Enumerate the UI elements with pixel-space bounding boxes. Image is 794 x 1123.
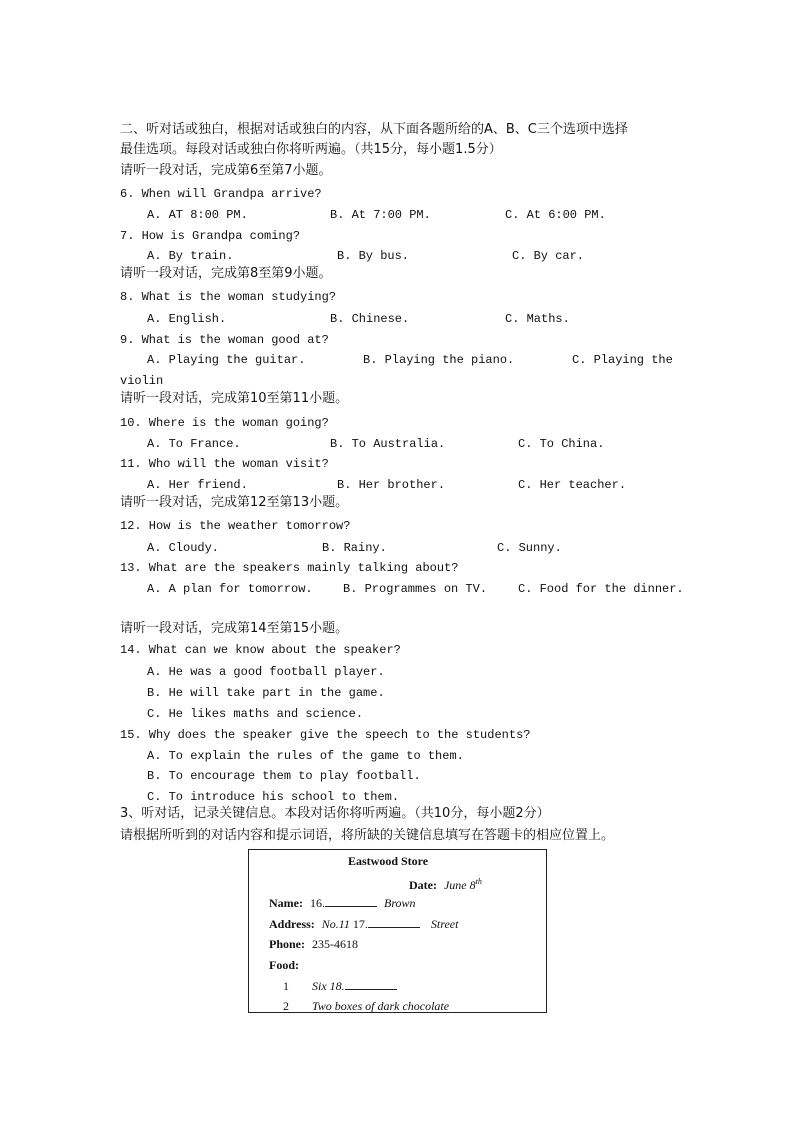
group-6-7-instruction: 请听一段对话，完成第6至第7小题。 bbox=[120, 163, 332, 178]
question-11: 11. Who will the woman visit? bbox=[120, 457, 329, 471]
q6-option-c: C. At 6:00 PM. bbox=[505, 208, 606, 222]
question-7: 7. How is Grandpa coming? bbox=[120, 229, 301, 243]
question-12: 12. How is the weather tomorrow? bbox=[120, 519, 351, 533]
food-item-1-text: Six 18. bbox=[312, 979, 345, 993]
form-phone-row bbox=[269, 936, 358, 952]
phone-label: Phone: bbox=[269, 937, 305, 951]
group-10-11-instruction: 请听一段对话，完成第10至第11小题。 bbox=[120, 391, 349, 406]
q13-option-c: C. Food for the dinner. bbox=[518, 582, 684, 596]
phone-value: 235-4618 bbox=[312, 937, 358, 951]
address-suffix: Street bbox=[430, 917, 459, 931]
q15-option-c: C. To introduce his school to them. bbox=[147, 790, 400, 804]
q9-option-b: B. Playing the piano. bbox=[363, 353, 515, 367]
form-title: Eastwood Store bbox=[348, 854, 429, 868]
name-blank[interactable] bbox=[325, 895, 377, 907]
q7-option-a: A. By train. bbox=[147, 249, 234, 263]
q9-option-c: C. Playing the bbox=[572, 353, 673, 367]
section2-heading-line1: 二、听对话或独白，根据对话或独白的内容，从下面各题所给的A、B、C三个选项中选择 bbox=[120, 122, 628, 137]
food-item-2-text: Two boxes of dark chocolate bbox=[312, 999, 450, 1013]
q14-option-c: C. He likes maths and science. bbox=[147, 707, 364, 721]
q8-option-c: C. Maths. bbox=[505, 312, 570, 326]
q9-option-c-wrap: violin bbox=[120, 374, 164, 388]
q15-option-a: A. To explain the rules of the game to them. bbox=[147, 749, 464, 763]
food-item-2 bbox=[283, 998, 449, 1014]
q11-option-c: C. Her teacher. bbox=[518, 478, 627, 492]
food-item-1-number: 1 bbox=[283, 979, 289, 993]
name-label: Name: bbox=[269, 896, 303, 910]
date-value: June 8 bbox=[443, 878, 476, 892]
form-name-row bbox=[269, 895, 416, 911]
q13-option-a: A. A plan for tomorrow. bbox=[147, 582, 313, 596]
form-address-row bbox=[269, 916, 458, 932]
q10-option-a: A. To France. bbox=[147, 437, 241, 451]
q12-option-b: B. Rainy. bbox=[322, 541, 387, 555]
group-12-13-instruction: 请听一段对话，完成第12至第13小题。 bbox=[120, 495, 349, 510]
q12-option-c: C. Sunny. bbox=[497, 541, 562, 555]
address-label: Address: bbox=[269, 917, 315, 931]
food-item-1 bbox=[283, 978, 397, 994]
form-date-row bbox=[409, 874, 482, 893]
question-6: 6. When will Grandpa arrive? bbox=[120, 187, 322, 201]
section2-heading-line2: 最佳选项。每段对话或独白你将听两遍。（共15分，每小题1.5分） bbox=[120, 142, 502, 157]
q6-option-b: B. At 7:00 PM. bbox=[330, 208, 431, 222]
q10-option-c: C. To China. bbox=[518, 437, 605, 451]
q13-option-b: B. Programmes on TV. bbox=[343, 582, 488, 596]
q11-option-a: A. Her friend. bbox=[147, 478, 248, 492]
q8-option-b: B. Chinese. bbox=[330, 312, 410, 326]
q14-option-b: B. He will take part in the game. bbox=[147, 686, 385, 700]
section3-heading-line2: 请根据所听到的对话内容和提示词语，将所缺的关键信息填写在答题卡的相应位置上。 bbox=[120, 828, 615, 843]
group-8-9-instruction: 请听一段对话，完成第8至第9小题。 bbox=[120, 266, 332, 281]
name-value: Brown bbox=[383, 896, 416, 910]
section3-heading-line1: 3、听对话，记录关键信息。本段对话你将听两遍。（共10分，每小题2分） bbox=[120, 806, 550, 821]
q10-option-b: B. To Australia. bbox=[330, 437, 446, 451]
q7-option-b: B. By bus. bbox=[337, 249, 410, 263]
group-14-15-instruction: 请听一段对话，完成第14至第15小题。 bbox=[120, 621, 349, 636]
question-10: 10. Where is the woman going? bbox=[120, 416, 329, 430]
q11-option-b: B. Her brother. bbox=[337, 478, 446, 492]
q7-option-c: C. By car. bbox=[512, 249, 585, 263]
q14-option-a: A. He was a good football player. bbox=[147, 665, 385, 679]
date-suffix: th bbox=[475, 877, 482, 886]
q9-option-a: A. Playing the guitar. bbox=[147, 353, 306, 367]
name-number: 16. bbox=[309, 896, 325, 910]
food-item-2-number: 2 bbox=[283, 999, 289, 1013]
date-label: Date: bbox=[409, 878, 437, 892]
q12-option-a: A. Cloudy. bbox=[147, 541, 220, 555]
q15-option-b: B. To encourage them to play football. bbox=[147, 769, 421, 783]
address-prefix: No.11 bbox=[321, 917, 350, 931]
food-label: Food: bbox=[269, 958, 299, 972]
question-8: 8. What is the woman studying? bbox=[120, 290, 337, 304]
question-15: 15. Why does the speaker give the speech to the students? bbox=[120, 728, 531, 742]
food-blank[interactable] bbox=[345, 978, 397, 990]
eastwood-store-form bbox=[248, 849, 547, 1013]
question-14: 14. What can we know about the speaker? bbox=[120, 643, 401, 657]
q8-option-a: A. English. bbox=[147, 312, 227, 326]
question-13: 13. What are the speakers mainly talking about? bbox=[120, 561, 459, 575]
q6-option-a: A. AT 8:00 PM. bbox=[147, 208, 248, 222]
address-blank[interactable] bbox=[368, 916, 420, 928]
address-number: 17. bbox=[352, 917, 368, 931]
question-9: 9. What is the woman good at? bbox=[120, 333, 329, 347]
